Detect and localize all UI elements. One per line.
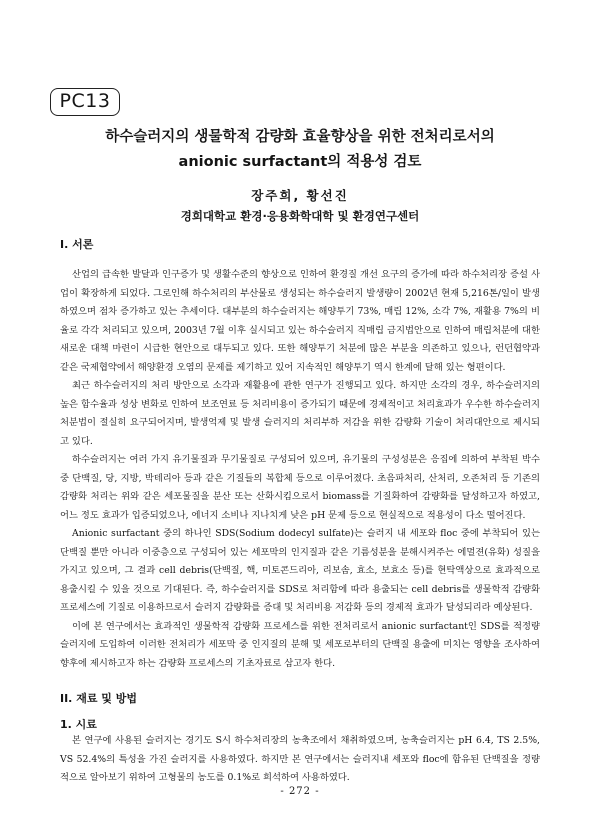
paper-title-line1: 하수슬러지의 생물학적 감량화 효율향상을 위한 전처리로서의 (105, 129, 495, 145)
page-number: - 272 - (280, 786, 320, 797)
subsection-heading-sample: 1. 시료 (60, 718, 97, 731)
session-badge: PC13 (50, 88, 120, 116)
intro-paragraph: 하수슬러지는 여러 가지 유기물질과 무기물질로 구성되어 있으며, 유기물의 구성성분은 응집에 의하여 부착된 박수 중 단백질, 당, 지방, 박테리아 등과 같은 기질들의 복합체 등으로 이루어졌다. 초음파처리, 산처리, 오존처리 등 기존의 감량화 처리는 위와 같은 세포물질을 분산 또는 산화시킴으로서 biomass를 기질화하여 감량화를 달성하고자 하였고, 어느 정도 효과가 입증되었으나, 에너지 소비나 지나치게 낮은 pH 문제 등으로 현실적으로 적용성이 다소 떨어진다. (60, 454, 540, 521)
methods-paragraph: 본 연구에 사용된 슬러지는 경기도 S시 하수처리장의 농축조에서 채취하였으며, 농축슬러지는 pH 6.4, TS 2.5%, VS 52.4%의 특성을 가진 슬러지를 사용하였다. 하지만 본 연구에서는 슬러지내 세포와 floc에 함유된 단백질을 정량적으로 알아보기 위하여 고형물의 농도를 0.1%로 희석하여 사용하였다. (60, 735, 540, 783)
intro-paragraph: 산업의 급속한 발달과 인구증가 및 생활수준의 향상으로 인하여 환경질 개선 요구의 증가에 따라 하수처리장 증설 사업이 확장하게 되었다. 그로인해 하수처리의 부산물로 생성되는 하수슬러지 발생량이 2002년 현재 5,216톤/일이 발생하였으며 점차 증가하고 있는 추세이다. 대부분의 하수슬러지는 해양투기 73%, 매립 12%, 소각 7%, 재활용 7%의 비율로 각각 처리되고 있으며, 2003년 7월 이후 실시되고 있는 하수슬러지 직매립 금지법안으로 인하여 매립처분에 대한 새로운 대책 마련이 시급한 현안으로 대두되고 있다. 또한 해양투기 처분에 많은 부분을 의존하고 있으나, 런던협약과 같은 국제협약에서 해양환경 오염의 문제를 제기하고 있어 지속적인 해양투기 역시 한계에 달해 있는 형편이다. (60, 269, 540, 373)
affiliation: 경희대학교 환경·응용화학대학 및 환경연구센터 (180, 209, 420, 223)
section-heading-methods: II. 재료 및 방법 (60, 692, 137, 705)
paper-title-line2: anionic surfactant의 적용성 검토 (178, 154, 422, 170)
authors: 장주희, 황선진 (251, 188, 349, 203)
intro-paragraph: 최근 하수슬러지의 처리 방안으로 소각과 재활용에 관한 연구가 진행되고 있다. 하지만 소각의 경우, 하수슬러지의 높은 함수율과 성상 변화로 인하여 보조연료 등 처리비용이 증가되기 때문에 경제적이고 처리효과가 우수한 하수슬러지 처분법이 절실히 요구되어지며, 발생억제 및 발생 슬러지의 처리부하 저감을 위한 감량화 기술이 처리대안으로 제시되고 있다. (60, 380, 540, 447)
intro-paragraph: Anionic surfactant 중의 하나인 SDS(Sodium dodecyl sulfate)는 슬러지 내 세포와 floc 중에 부착되어 있는 단백질 뿐만 아니라 이중층으로 구성되어 있는 세포막의 인지질과 같은 기름성분을 분해시켜주는 에멀젼(유화) 성질을 가지고 있으며, 그 결과 cell debris(단백질, 핵, 미토콘드리아, 리보솜, 효소, 보효소 등)를 현탁액상으로 효과적으로 용출시킬 수 있을 것으로 기대된다. 즉, 하수슬러지를 SDS로 처리함에 따라 용출되는 cell debris를 생물학적 감량화 프로세스에 기질로 이용하므로서 슬러지 감량화를 증대 및 처리비용 저감화 등의 경제적 효과가 달성되리라 예상된다. (60, 528, 540, 613)
section-heading-intro: I. 서론 (60, 238, 94, 251)
methods-body (60, 732, 540, 788)
intro-paragraph: 이에 본 연구에서는 효과적인 생물학적 감량화 프로세스를 위한 전처리로서 anionic surfactant인 SDS를 적정량 슬러지에 도입하여 이러한 전처리가 세포막 중 인지질의 분해 및 세포로부터의 단백질 용출에 미치는 영향을 조사하여 향후에 제시하고자 하는 감량화 프로세스의 기초자료로 삼고자 한다. (60, 620, 540, 669)
intro-body (60, 266, 540, 673)
